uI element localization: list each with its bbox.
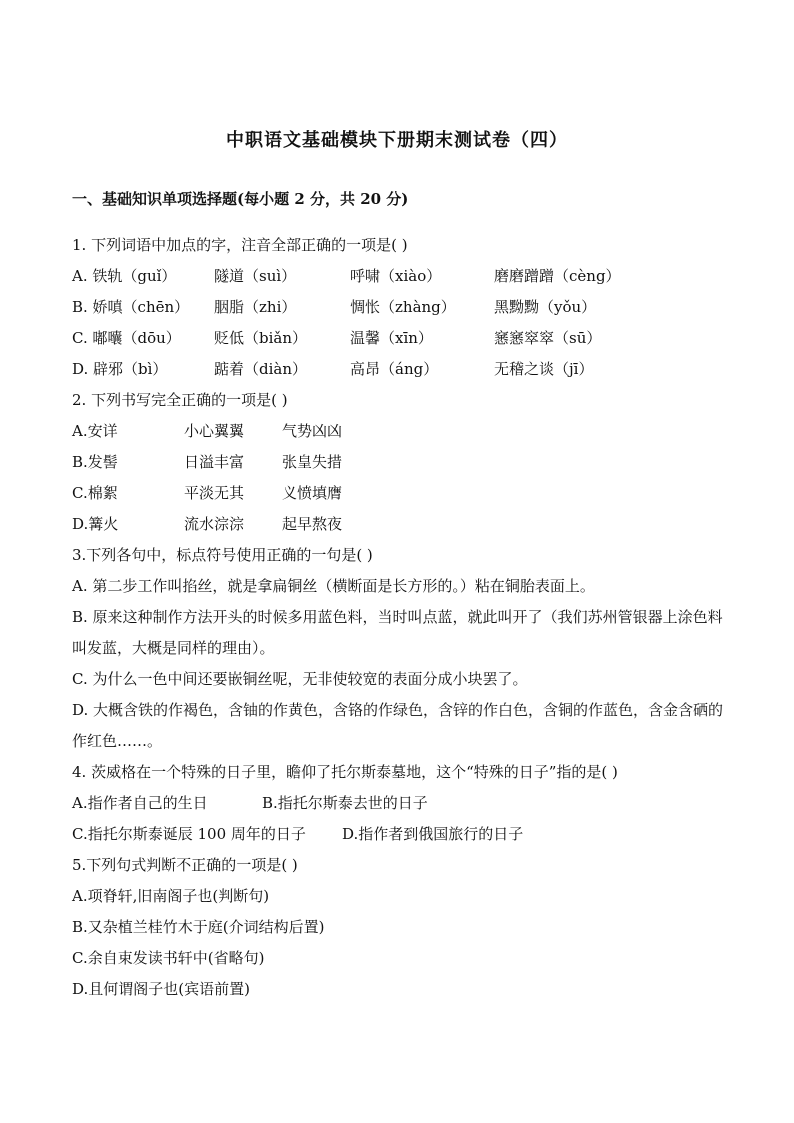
option-term: 平淡无其 bbox=[184, 484, 245, 502]
question-2-option-b bbox=[72, 447, 732, 478]
question-3-option-a: A. 第二步工作叫掐丝，就是拿扁铜丝（横断面是长方形的。）粘在铜胎表面上。 bbox=[72, 577, 595, 595]
page-title: 中职语文基础模块下册期末测试卷（四） bbox=[226, 130, 568, 151]
option-term: 气势凶凶 bbox=[282, 422, 343, 440]
question-2-option-c bbox=[72, 478, 732, 509]
option-text: C.指托尔斯泰诞辰 100 周年的日子 bbox=[72, 825, 306, 843]
question-3-stem: 3.下列各句中，标点符号使用正确的一句是( ) bbox=[72, 546, 373, 564]
option-term: 踮着（diàn） bbox=[214, 360, 308, 378]
option-term: 起早熬夜 bbox=[282, 515, 343, 533]
question-4-options-row-2 bbox=[72, 819, 732, 850]
option-term: 无稽之谈（jī） bbox=[494, 360, 594, 378]
option-term: 高昂（áng） bbox=[350, 360, 439, 378]
option-term: 流水淙淙 bbox=[184, 515, 245, 533]
question-5-option-c: C.余自束发读书轩中(省略句) bbox=[72, 949, 265, 967]
option-term: C. 嘟囔（dōu） bbox=[72, 329, 181, 347]
question-1-stem: 1. 下列词语中加点的字，注音全部正确的一项是( ) bbox=[72, 236, 408, 254]
section-heading: 一、基础知识单项选择题(每小题 2 分，共 20 分) bbox=[72, 190, 409, 208]
question-5-stem: 5.下列句式判断不正确的一项是( ) bbox=[72, 856, 298, 874]
option-text: B.指托尔斯泰去世的日子 bbox=[262, 794, 428, 812]
option-term: A.安详 bbox=[72, 422, 118, 440]
question-3-option-c: C. 为什么一色中间还要嵌铜丝呢，无非使较宽的表面分成小块罢了。 bbox=[72, 670, 528, 688]
question-5-option-d: D.且何谓阁子也(宾语前置) bbox=[72, 980, 250, 998]
option-term: 磨磨蹭蹭（cèng） bbox=[494, 267, 621, 285]
option-text: D.指作者到俄国旅行的日子 bbox=[342, 825, 524, 843]
option-term: 惆怅（zhàng） bbox=[350, 298, 456, 316]
option-term: 呼啸（xiào） bbox=[350, 267, 442, 285]
question-5-option-b: B.又杂植兰桂竹木于庭(介词结构后置) bbox=[72, 918, 325, 936]
option-term: 隧道（suì） bbox=[214, 267, 297, 285]
option-term: 窸窸窣窣（sū） bbox=[494, 329, 602, 347]
question-4-options-row-1 bbox=[72, 788, 732, 819]
option-term: 温馨（xīn） bbox=[350, 329, 433, 347]
question-2-option-a bbox=[72, 416, 732, 447]
question-2-stem: 2. 下列书写完全正确的一项是( ) bbox=[72, 391, 288, 409]
question-4-stem: 4. 茨威格在一个特殊的日子里，瞻仰了托尔斯泰墓地，这个“特殊的日子”指的是( ) bbox=[72, 763, 618, 781]
question-1-option-a bbox=[72, 261, 732, 292]
option-term: 黑黝黝（yǒu） bbox=[494, 298, 597, 316]
option-term: 日溢丰富 bbox=[184, 453, 245, 471]
option-term: B.发髻 bbox=[72, 453, 118, 471]
option-term: 小心翼翼 bbox=[184, 422, 245, 440]
question-1-option-b bbox=[72, 292, 732, 323]
option-text: A.指作者自己的生日 bbox=[72, 794, 208, 812]
option-term: D. 辟邪（bì） bbox=[72, 360, 168, 378]
question-1-option-d bbox=[72, 354, 732, 385]
question-3-option-d: D. 大概含铁的作褐色，含铀的作黄色，含铬的作绿色，含锌的作白色，含铜的作蓝色，含金含硒的作红色……。 bbox=[72, 701, 724, 750]
option-term: 张皇失措 bbox=[282, 453, 343, 471]
question-3-option-b: B. 原来这种制作方法开头的时候多用蓝色料，当时叫点蓝，就此叫开了（我们苏州管银器上涂色料叫发蓝，大概是同样的理由）。 bbox=[72, 608, 723, 657]
questions bbox=[72, 230, 732, 1005]
option-term: C.棉絮 bbox=[72, 484, 118, 502]
option-term: B. 娇嗔（chēn） bbox=[72, 298, 190, 316]
option-term: 贬低（biǎn） bbox=[214, 329, 308, 347]
question-1-option-c bbox=[72, 323, 732, 354]
option-term: 胭脂（zhi） bbox=[214, 298, 297, 316]
option-term: D.篝火 bbox=[72, 515, 119, 533]
question-2-option-d bbox=[72, 509, 732, 540]
option-term: 义愤填膺 bbox=[282, 484, 343, 502]
option-term: A. 铁轨（guǐ） bbox=[72, 267, 177, 285]
question-5-option-a: A.项脊轩,旧南阁子也(判断句) bbox=[72, 887, 270, 905]
